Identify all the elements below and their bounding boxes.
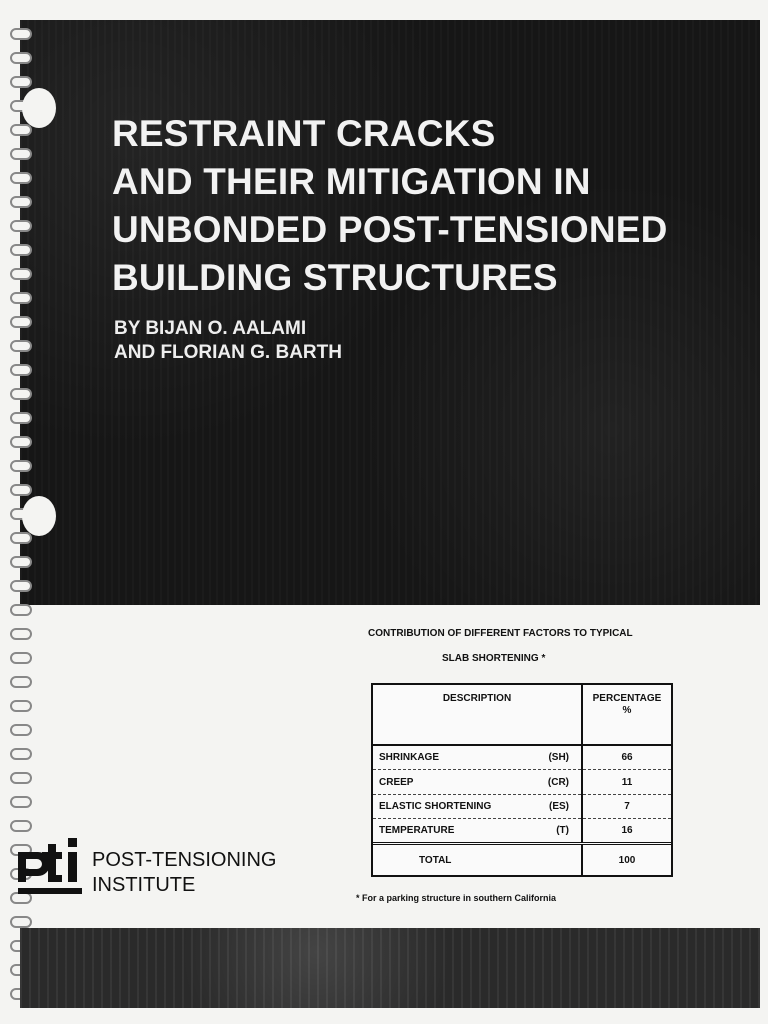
binding-hole xyxy=(22,496,56,536)
binding-ring xyxy=(10,796,32,808)
shortening-table xyxy=(371,683,673,877)
document-title xyxy=(112,110,732,302)
pti-logo-icon xyxy=(18,838,82,896)
publisher-name-line: POST-TENSIONING xyxy=(92,849,277,871)
binding-ring xyxy=(10,652,32,664)
binding-hole xyxy=(22,88,56,128)
binding-ring xyxy=(10,484,32,496)
binding-ring xyxy=(10,76,32,88)
row-abbreviation: (SH) xyxy=(548,752,569,764)
title-line: RESTRAINT CRACKS xyxy=(112,113,496,154)
title-line: UNBONDED POST-TENSIONED xyxy=(112,209,668,250)
row-percentage: 16 xyxy=(582,818,671,843)
table-row xyxy=(373,745,671,770)
binding-ring xyxy=(10,436,32,448)
cover-dark-band xyxy=(20,20,760,605)
row-name: TEMPERATURE xyxy=(379,825,455,837)
binding-ring xyxy=(10,604,32,616)
header-percentage-unit: % xyxy=(622,705,632,716)
row-percentage: 66 xyxy=(582,745,671,770)
row-abbreviation: (T) xyxy=(556,825,569,837)
row-abbreviation: (CR) xyxy=(547,776,569,788)
caption-line: CONTRIBUTION OF DIFFERENT FACTORS TO TYPICAL xyxy=(368,628,633,639)
binding-ring xyxy=(10,196,32,208)
authors-byline xyxy=(114,317,514,365)
binding-ring xyxy=(10,148,32,160)
binding-ring xyxy=(10,724,32,736)
binding-ring xyxy=(10,916,32,928)
publisher-name-line: INSTITUTE xyxy=(92,874,196,896)
table-header-row xyxy=(373,685,671,745)
row-description xyxy=(373,818,582,843)
binding-ring xyxy=(10,700,32,712)
table-row xyxy=(373,794,671,818)
header-percentage-label: PERCENTAGE xyxy=(592,693,662,704)
title-line: BUILDING STRUCTURES xyxy=(112,257,558,298)
publisher-name xyxy=(92,848,332,898)
binding-ring xyxy=(10,124,32,136)
table-footnote: * For a parking structure in southern California xyxy=(356,893,557,903)
row-name: SHRINKAGE xyxy=(379,752,440,764)
row-percentage: 7 xyxy=(582,794,671,818)
binding-ring xyxy=(10,52,32,64)
row-description xyxy=(373,745,582,770)
binding-ring xyxy=(10,628,32,640)
binding-ring xyxy=(10,412,32,424)
binding-ring xyxy=(10,460,32,472)
total-value: 100 xyxy=(582,844,671,875)
bottom-dark-band xyxy=(20,928,760,1008)
row-name: ELASTIC SHORTENING xyxy=(379,800,492,812)
binding-ring xyxy=(10,820,32,832)
binding-ring xyxy=(10,340,32,352)
binding-ring xyxy=(10,388,32,400)
binding-ring xyxy=(10,532,32,544)
row-description xyxy=(373,770,582,794)
header-percentage xyxy=(582,685,671,745)
binding-ring xyxy=(10,244,32,256)
total-label: TOTAL xyxy=(373,844,582,875)
binding-ring xyxy=(10,580,32,592)
row-percentage: 11 xyxy=(582,770,671,794)
table-caption xyxy=(368,628,728,664)
binding-ring xyxy=(10,676,32,688)
binding-ring xyxy=(10,364,32,376)
title-line: AND THEIR MITIGATION IN xyxy=(112,161,591,202)
row-name: CREEP xyxy=(379,776,414,788)
binding-ring xyxy=(10,556,32,568)
binding-ring xyxy=(10,172,32,184)
table-row xyxy=(373,770,671,794)
table-row xyxy=(373,818,671,843)
caption-line: SLAB SHORTENING * xyxy=(442,653,546,664)
author-line: BY BIJAN O. AALAMI xyxy=(114,318,307,339)
row-abbreviation: (ES) xyxy=(549,800,569,812)
binding-ring xyxy=(10,772,32,784)
binding-ring xyxy=(10,268,32,280)
header-description: DESCRIPTION xyxy=(373,685,582,745)
binding-ring xyxy=(10,748,32,760)
binding-ring xyxy=(10,28,32,40)
row-description xyxy=(373,794,582,818)
binding-ring xyxy=(10,292,32,304)
binding-ring xyxy=(10,220,32,232)
author-line: AND FLORIAN G. BARTH xyxy=(114,342,342,363)
binding-ring xyxy=(10,316,32,328)
table-total-row xyxy=(373,844,671,875)
